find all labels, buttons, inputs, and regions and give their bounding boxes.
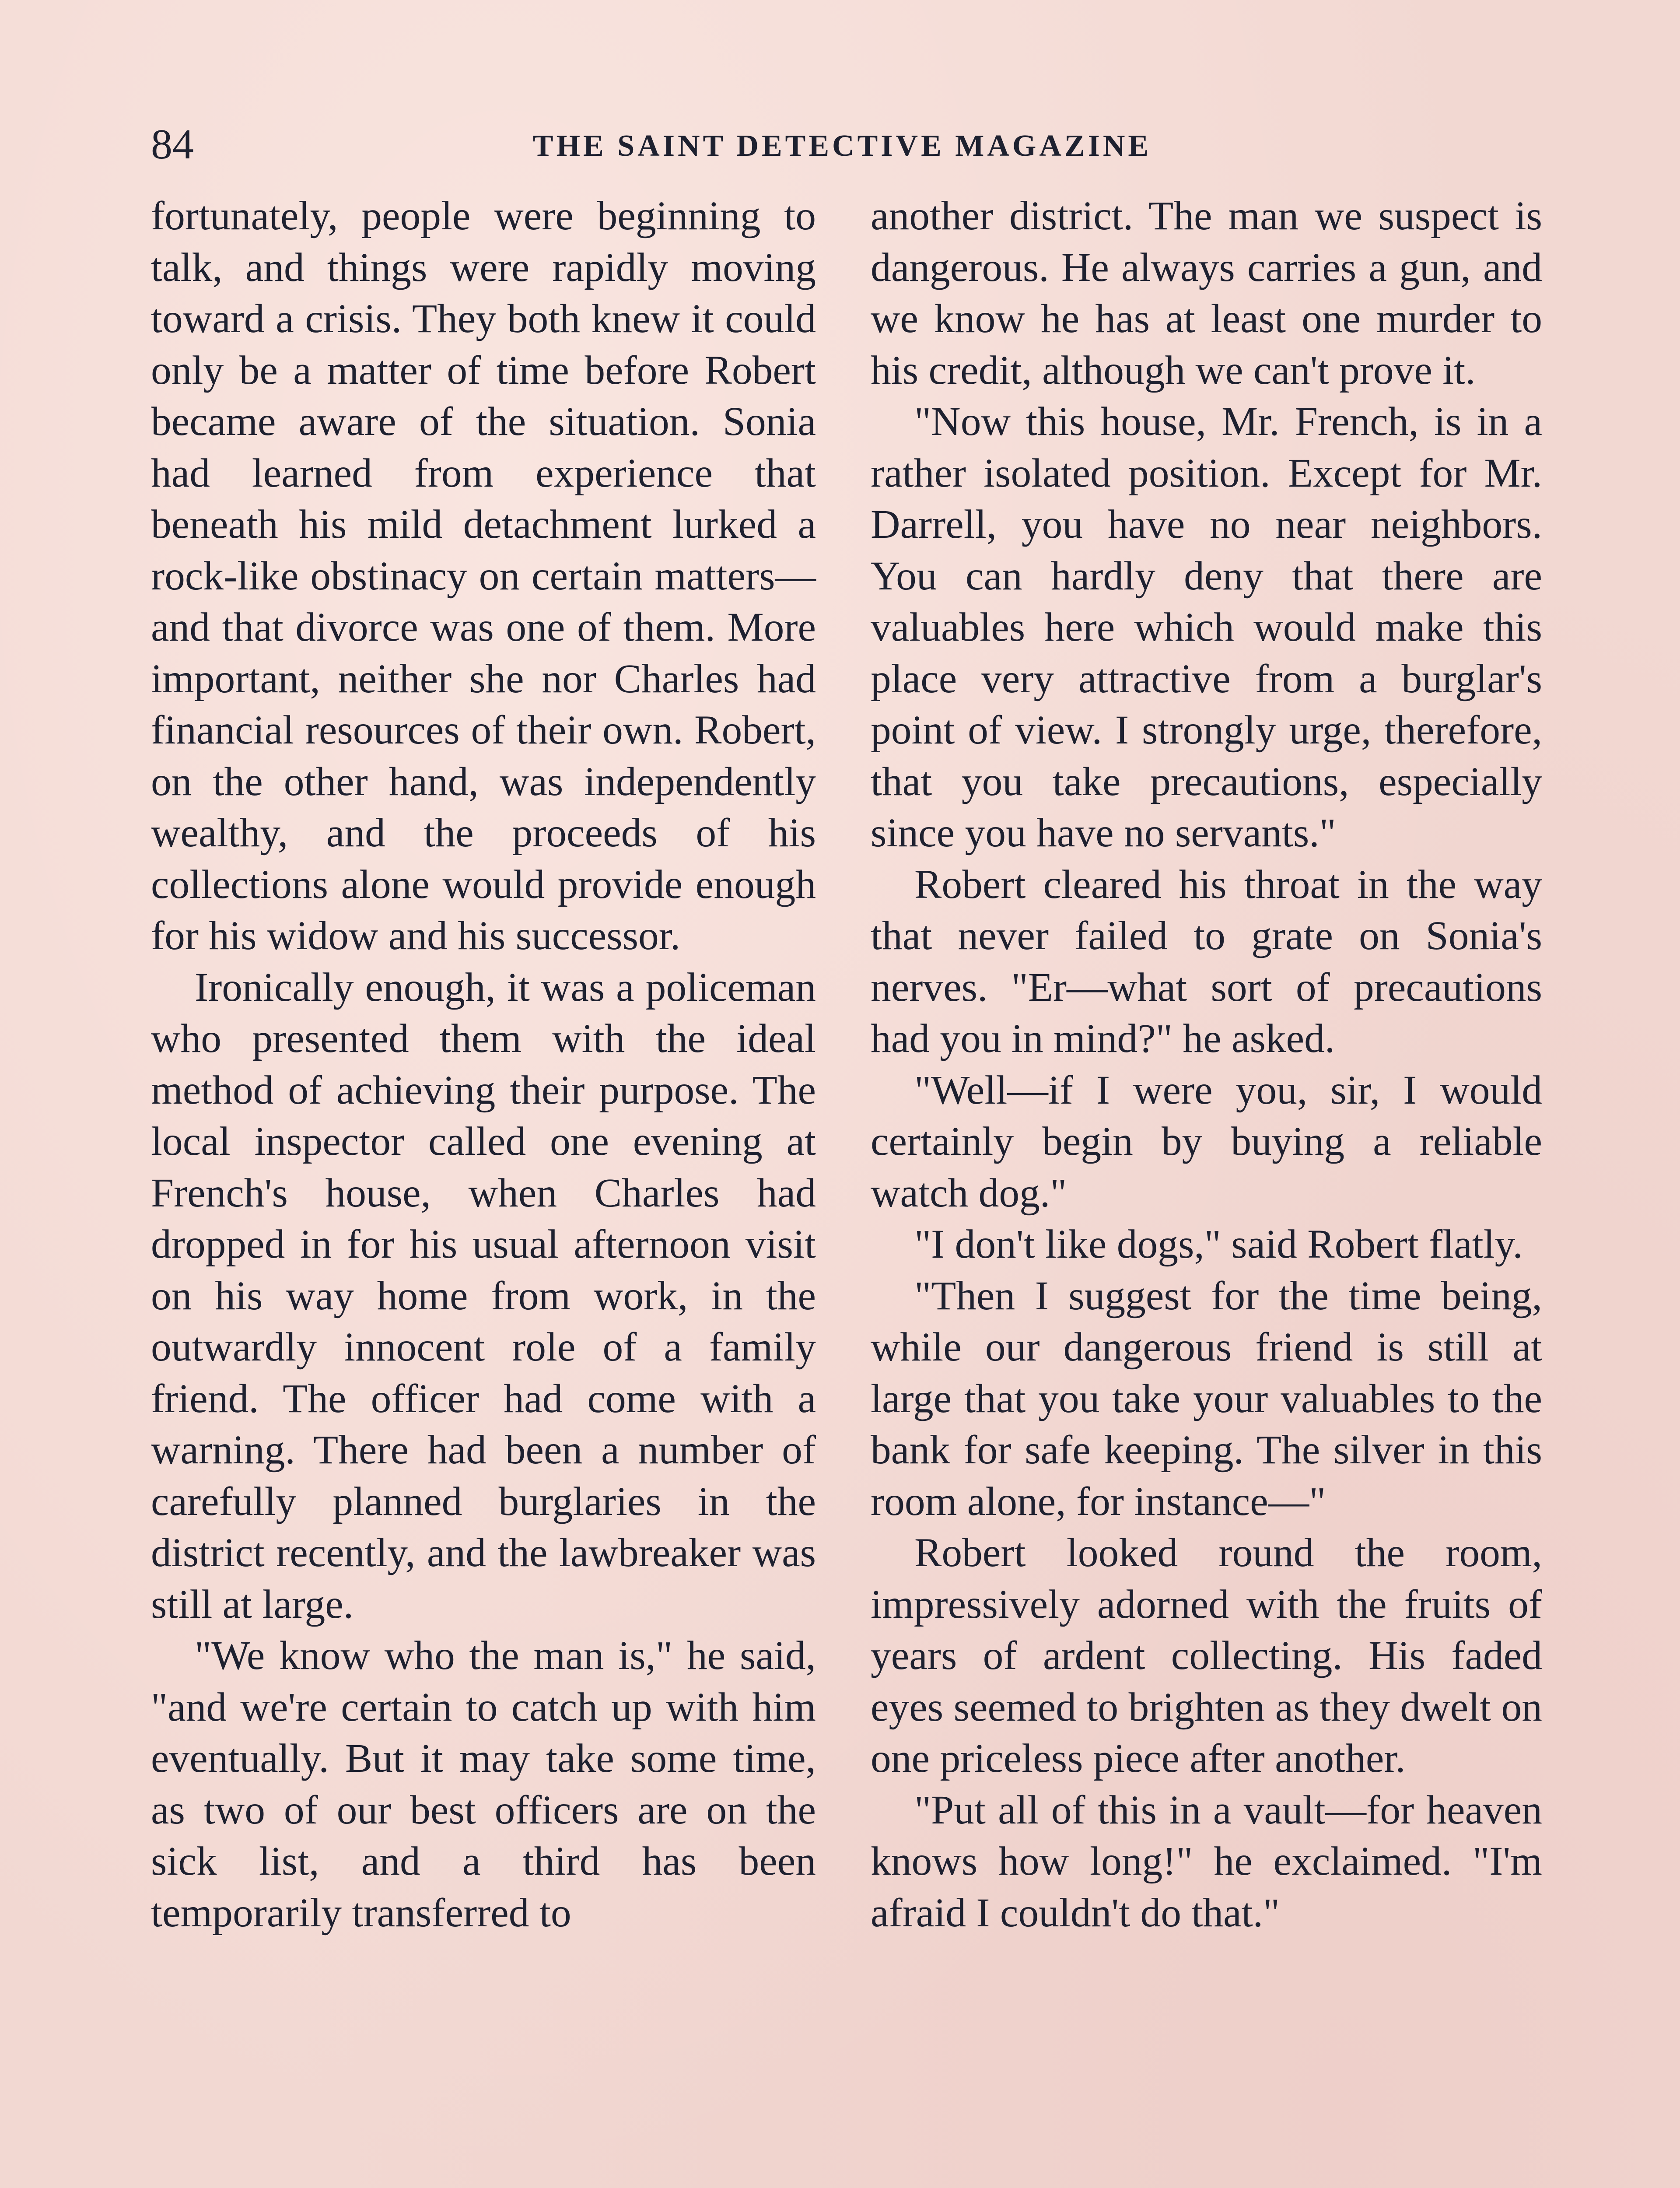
page-header (151, 118, 1533, 171)
paragraph: Robert looked round the room, impressively adorned with the fruits of years of ardent collecting. His faded eyes seemed to brighten as they dwelt on one priceless piece after another. (871, 1530, 1542, 1781)
page-number: 84 (151, 121, 194, 168)
paragraph: another district. The man we suspect is dangerous. He always carries a gun, and we know he has at least one murder to his credit, although we can't prove it. (871, 193, 1542, 393)
paragraph: "Well—if I were you, sir, I would certainly begin by buying a reliable watch dog." (871, 1067, 1542, 1216)
left-column (151, 190, 816, 1939)
paragraph: "I don't like dogs," said Robert flatly. (914, 1222, 1523, 1267)
paragraph: "Now this house, Mr. French, is in a rather isolated position. Except for Mr. Darrell, you have no near neighbors. You can hardly deny that there are valuables here which would make this place very attractive from a burglar's point of view. I strongly urge, therefore, that you take precautions, especially since you have no servants." (871, 399, 1542, 856)
paragraph: "We know who the man is," he said, "and we're certain to catch up with him eventually. But it may take some time, as two of our best officers are on the sick list, and a third has been temporarily transferred to (151, 1633, 816, 1936)
paragraph: fortunately, people were beginning to talk, and things were rapidly moving toward a crisis. They both knew it could only be a matter of time before Robert became aware of the situation. Sonia had learned from experience that beneath his mild detachment lurked a rock-like obstinacy on certain matters—and that divorce was one of them. More important, neither she nor Charles had financial resources of their own. Robert, on the other hand, was independently wealthy, and the proceeds of his collections alone would provide enough for his widow and his successor. (151, 193, 816, 958)
paragraph: "Then I suggest for the time being, while our dangerous friend is still at large that you take your valuables to the bank for safe keeping. The silver in this room alone, for instance—" (871, 1273, 1542, 1524)
right-column (871, 190, 1542, 1939)
paragraph: Ironically enough, it was a policeman who presented them with the ideal method of achieving their purpose. The local inspector called one evening at French's house, when Charles had dropped in for his usual afternoon visit on his way home from work, in the outwardly innocent role of a family friend. The officer had come with a warning. There had been a number of carefully planned burglaries in the district recently, and the lawbreaker was still at large. (151, 964, 816, 1627)
paragraph: Robert cleared his throat in the way that never failed to grate on Sonia's nerves. "Er—what sort of precautions had you in mind?" he asked. (871, 862, 1542, 1061)
running-head: THE SAINT DETECTIVE MAGAZINE (532, 129, 1152, 163)
paragraph: "Put all of this in a vault—for heaven knows how long!" he exclaimed. "I'm afraid I couldn't do that." (871, 1787, 1542, 1936)
